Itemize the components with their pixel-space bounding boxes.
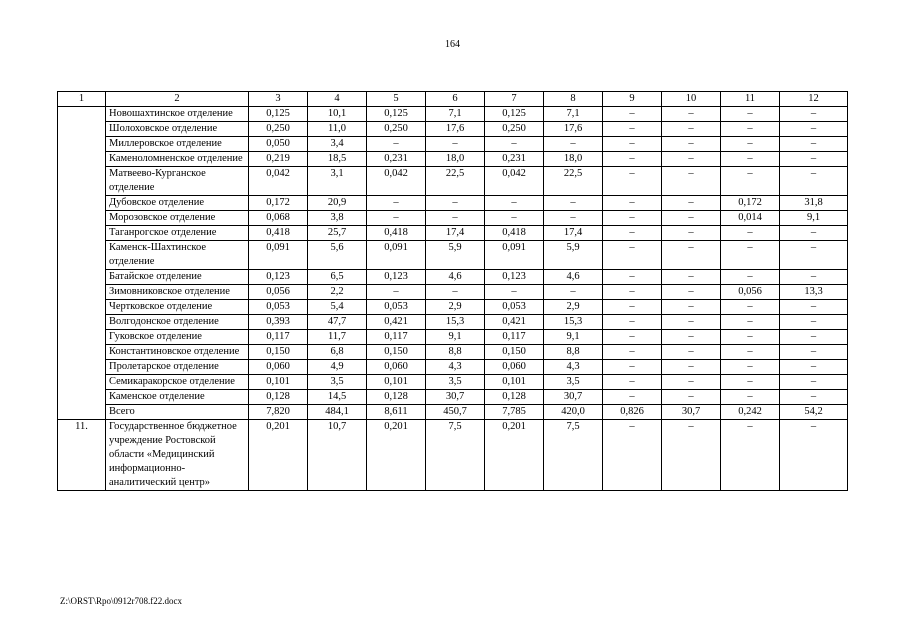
value-cell-col-7: 0,053 <box>485 300 544 315</box>
value-cell-col-9: – <box>603 167 662 196</box>
value-cell-col-9: – <box>603 300 662 315</box>
value-cell-col-12: 9,1 <box>780 211 848 226</box>
value-cell-col-3: 0,393 <box>249 315 308 330</box>
organization-name-cell: Батайское отделение <box>106 270 249 285</box>
value-cell-col-3: 0,219 <box>249 152 308 167</box>
value-cell-col-4: 6,8 <box>308 345 367 360</box>
value-cell-col-5: 8,611 <box>367 405 426 420</box>
value-cell-col-12: – <box>780 107 848 122</box>
value-cell-col-7: 0,231 <box>485 152 544 167</box>
value-cell-col-10: – <box>662 345 721 360</box>
value-cell-col-5: 0,101 <box>367 375 426 390</box>
value-cell-col-12: 54,2 <box>780 405 848 420</box>
value-cell-col-9: – <box>603 270 662 285</box>
value-cell-col-11: – <box>721 300 780 315</box>
organization-name-cell: Каменское отделение <box>106 390 249 405</box>
value-cell-col-5: 0,150 <box>367 345 426 360</box>
value-cell-col-4: 3,8 <box>308 211 367 226</box>
value-cell-col-8: 3,5 <box>544 375 603 390</box>
value-cell-col-5: 0,418 <box>367 226 426 241</box>
value-cell-col-5: 0,060 <box>367 360 426 375</box>
value-cell-col-8: 22,5 <box>544 167 603 196</box>
value-cell-col-6: 5,9 <box>426 241 485 270</box>
value-cell-col-10: – <box>662 107 721 122</box>
value-cell-col-10: – <box>662 285 721 300</box>
value-cell-col-7: 0,117 <box>485 330 544 345</box>
value-cell-col-7: 0,091 <box>485 241 544 270</box>
value-cell-col-10: – <box>662 241 721 270</box>
value-cell-col-11: 0,056 <box>721 285 780 300</box>
value-cell-col-10: – <box>662 226 721 241</box>
value-cell-col-12: – <box>780 345 848 360</box>
organization-name-cell: Гуковское отделение <box>106 330 249 345</box>
value-cell-col-11: – <box>721 390 780 405</box>
value-cell-col-3: 0,123 <box>249 270 308 285</box>
value-cell-col-4: 11,0 <box>308 122 367 137</box>
value-cell-col-4: 5,4 <box>308 300 367 315</box>
value-cell-col-9: – <box>603 241 662 270</box>
row-index-cell <box>58 107 106 420</box>
value-cell-col-11: – <box>721 360 780 375</box>
value-cell-col-4: 3,5 <box>308 375 367 390</box>
value-cell-col-7: 0,418 <box>485 226 544 241</box>
value-cell-col-12: – <box>780 420 848 491</box>
value-cell-col-8: 17,4 <box>544 226 603 241</box>
organization-name-cell: Чертковское отделение <box>106 300 249 315</box>
value-cell-col-10: 30,7 <box>662 405 721 420</box>
column-header-12: 12 <box>780 92 848 107</box>
value-cell-col-7: – <box>485 285 544 300</box>
value-cell-col-8: 420,0 <box>544 405 603 420</box>
value-cell-col-8: 2,9 <box>544 300 603 315</box>
value-cell-col-10: – <box>662 122 721 137</box>
value-cell-col-12: – <box>780 360 848 375</box>
value-cell-col-9: – <box>603 390 662 405</box>
value-cell-col-8: – <box>544 196 603 211</box>
value-cell-col-6: – <box>426 137 485 152</box>
value-cell-col-9: – <box>603 137 662 152</box>
value-cell-col-11: – <box>721 330 780 345</box>
value-cell-col-3: 7,820 <box>249 405 308 420</box>
value-cell-col-3: 0,117 <box>249 330 308 345</box>
table-row <box>58 420 848 491</box>
table-row <box>58 196 848 211</box>
value-cell-col-12: – <box>780 270 848 285</box>
page-number: 164 <box>445 39 460 50</box>
table-row <box>58 226 848 241</box>
value-cell-col-7: 0,101 <box>485 375 544 390</box>
table-row <box>58 390 848 405</box>
value-cell-col-7: 7,785 <box>485 405 544 420</box>
value-cell-col-11: – <box>721 270 780 285</box>
value-cell-col-6: 17,6 <box>426 122 485 137</box>
value-cell-col-6: 22,5 <box>426 167 485 196</box>
table-body <box>58 107 848 491</box>
value-cell-col-9: – <box>603 107 662 122</box>
value-cell-col-3: 0,042 <box>249 167 308 196</box>
value-cell-col-10: – <box>662 360 721 375</box>
value-cell-col-7: – <box>485 137 544 152</box>
value-cell-col-5: 0,117 <box>367 330 426 345</box>
value-cell-col-5: 0,091 <box>367 241 426 270</box>
value-cell-col-8: 30,7 <box>544 390 603 405</box>
value-cell-col-5: 0,201 <box>367 420 426 491</box>
value-cell-col-11: – <box>721 152 780 167</box>
value-cell-col-10: – <box>662 211 721 226</box>
value-cell-col-11: – <box>721 420 780 491</box>
value-cell-col-7: – <box>485 196 544 211</box>
value-cell-col-7: 0,201 <box>485 420 544 491</box>
value-cell-col-10: – <box>662 315 721 330</box>
value-cell-col-7: 0,250 <box>485 122 544 137</box>
value-cell-col-10: – <box>662 152 721 167</box>
value-cell-col-11: – <box>721 375 780 390</box>
value-cell-col-4: 6,5 <box>308 270 367 285</box>
value-cell-col-6: 18,0 <box>426 152 485 167</box>
column-header-4: 4 <box>308 92 367 107</box>
value-cell-col-8: 7,5 <box>544 420 603 491</box>
value-cell-col-8: – <box>544 285 603 300</box>
table-row <box>58 375 848 390</box>
value-cell-col-4: 5,6 <box>308 241 367 270</box>
value-cell-col-9: – <box>603 211 662 226</box>
value-cell-col-12: 31,8 <box>780 196 848 211</box>
value-cell-col-3: 0,068 <box>249 211 308 226</box>
value-cell-col-8: 4,3 <box>544 360 603 375</box>
value-cell-col-12: 13,3 <box>780 285 848 300</box>
value-cell-col-8: 9,1 <box>544 330 603 345</box>
value-cell-col-4: 4,9 <box>308 360 367 375</box>
value-cell-col-12: – <box>780 137 848 152</box>
organization-name-cell: Всего <box>106 405 249 420</box>
data-table <box>57 91 848 491</box>
value-cell-col-3: 0,060 <box>249 360 308 375</box>
value-cell-col-6: 450,7 <box>426 405 485 420</box>
column-header-10: 10 <box>662 92 721 107</box>
table-row <box>58 241 848 270</box>
value-cell-col-12: – <box>780 226 848 241</box>
organization-name-cell: Матвеево-Курганское отделение <box>106 167 249 196</box>
value-cell-col-6: – <box>426 285 485 300</box>
table-row <box>58 360 848 375</box>
value-cell-col-10: – <box>662 270 721 285</box>
value-cell-col-11: – <box>721 167 780 196</box>
column-header-3: 3 <box>249 92 308 107</box>
value-cell-col-8: 8,8 <box>544 345 603 360</box>
column-header-9: 9 <box>603 92 662 107</box>
column-header-5: 5 <box>367 92 426 107</box>
header-row <box>58 92 848 107</box>
value-cell-col-11: – <box>721 226 780 241</box>
value-cell-col-5: – <box>367 285 426 300</box>
table-row <box>58 122 848 137</box>
value-cell-col-7: 0,125 <box>485 107 544 122</box>
value-cell-col-10: – <box>662 390 721 405</box>
value-cell-col-8: 7,1 <box>544 107 603 122</box>
value-cell-col-6: 4,6 <box>426 270 485 285</box>
column-header-6: 6 <box>426 92 485 107</box>
value-cell-col-4: 10,7 <box>308 420 367 491</box>
row-index-cell: 11. <box>58 420 106 491</box>
value-cell-col-7: – <box>485 211 544 226</box>
value-cell-col-3: 0,056 <box>249 285 308 300</box>
value-cell-col-5: 0,128 <box>367 390 426 405</box>
value-cell-col-3: 0,172 <box>249 196 308 211</box>
value-cell-col-5: 0,421 <box>367 315 426 330</box>
organization-name-cell: Зимовниковское отделение <box>106 285 249 300</box>
value-cell-col-10: – <box>662 167 721 196</box>
value-cell-col-6: 2,9 <box>426 300 485 315</box>
value-cell-col-9: – <box>603 360 662 375</box>
table-row <box>58 137 848 152</box>
column-header-8: 8 <box>544 92 603 107</box>
value-cell-col-5: – <box>367 211 426 226</box>
value-cell-col-7: 0,150 <box>485 345 544 360</box>
value-cell-col-3: 0,250 <box>249 122 308 137</box>
value-cell-col-12: – <box>780 167 848 196</box>
value-cell-col-10: – <box>662 300 721 315</box>
value-cell-col-5: – <box>367 196 426 211</box>
value-cell-col-7: 0,421 <box>485 315 544 330</box>
column-header-1: 1 <box>58 92 106 107</box>
value-cell-col-4: 14,5 <box>308 390 367 405</box>
value-cell-col-9: – <box>603 122 662 137</box>
value-cell-col-3: 0,050 <box>249 137 308 152</box>
organization-name-cell: Каменск-Шахтинское отделение <box>106 241 249 270</box>
value-cell-col-9: – <box>603 226 662 241</box>
column-header-11: 11 <box>721 92 780 107</box>
value-cell-col-12: – <box>780 315 848 330</box>
organization-name-cell: Каменоломненское отделение <box>106 152 249 167</box>
organization-name-cell: Новошахтинское отделение <box>106 107 249 122</box>
organization-name-cell: Таганрогское отделение <box>106 226 249 241</box>
value-cell-col-8: – <box>544 137 603 152</box>
value-cell-col-9: – <box>603 315 662 330</box>
value-cell-col-5: 0,250 <box>367 122 426 137</box>
value-cell-col-4: 47,7 <box>308 315 367 330</box>
table-row <box>58 107 848 122</box>
value-cell-col-4: 2,2 <box>308 285 367 300</box>
value-cell-col-3: 0,053 <box>249 300 308 315</box>
value-cell-col-12: – <box>780 330 848 345</box>
organization-name-cell: Государственное бюджетное учреждение Ростовской области «Медицинский информационно-аналитический центр» <box>106 420 249 491</box>
value-cell-col-6: 7,1 <box>426 107 485 122</box>
table-row <box>58 285 848 300</box>
value-cell-col-6: 3,5 <box>426 375 485 390</box>
value-cell-col-6: 15,3 <box>426 315 485 330</box>
value-cell-col-9: – <box>603 420 662 491</box>
organization-name-cell: Дубовское отделение <box>106 196 249 211</box>
value-cell-col-3: 0,418 <box>249 226 308 241</box>
value-cell-col-11: – <box>721 345 780 360</box>
value-cell-col-3: 0,101 <box>249 375 308 390</box>
value-cell-col-5: – <box>367 137 426 152</box>
table-row <box>58 345 848 360</box>
value-cell-col-11: – <box>721 122 780 137</box>
value-cell-col-12: – <box>780 390 848 405</box>
table-row <box>58 152 848 167</box>
table-row <box>58 300 848 315</box>
value-cell-col-4: 3,1 <box>308 167 367 196</box>
value-cell-col-12: – <box>780 375 848 390</box>
value-cell-col-11: – <box>721 241 780 270</box>
value-cell-col-11: 0,172 <box>721 196 780 211</box>
value-cell-col-5: 0,042 <box>367 167 426 196</box>
value-cell-col-9: – <box>603 330 662 345</box>
value-cell-col-3: 0,201 <box>249 420 308 491</box>
value-cell-col-6: 4,3 <box>426 360 485 375</box>
column-header-2: 2 <box>106 92 249 107</box>
value-cell-col-4: 18,5 <box>308 152 367 167</box>
table-row <box>58 167 848 196</box>
value-cell-col-8: – <box>544 211 603 226</box>
value-cell-col-8: 18,0 <box>544 152 603 167</box>
organization-name-cell: Пролетарское отделение <box>106 360 249 375</box>
value-cell-col-9: 0,826 <box>603 405 662 420</box>
organization-name-cell: Константиновское отделение <box>106 345 249 360</box>
value-cell-col-12: – <box>780 300 848 315</box>
value-cell-col-4: 25,7 <box>308 226 367 241</box>
organization-name-cell: Миллеровское отделение <box>106 137 249 152</box>
value-cell-col-7: 0,123 <box>485 270 544 285</box>
value-cell-col-4: 11,7 <box>308 330 367 345</box>
value-cell-col-9: – <box>603 345 662 360</box>
value-cell-col-11: – <box>721 107 780 122</box>
value-cell-col-11: 0,014 <box>721 211 780 226</box>
organization-name-cell: Морозовское отделение <box>106 211 249 226</box>
value-cell-col-10: – <box>662 420 721 491</box>
value-cell-col-10: – <box>662 137 721 152</box>
value-cell-col-9: – <box>603 285 662 300</box>
organization-name-cell: Волгодонское отделение <box>106 315 249 330</box>
value-cell-col-4: 484,1 <box>308 405 367 420</box>
value-cell-col-8: 17,6 <box>544 122 603 137</box>
value-cell-col-4: 3,4 <box>308 137 367 152</box>
value-cell-col-6: – <box>426 211 485 226</box>
value-cell-col-3: 0,125 <box>249 107 308 122</box>
table-row <box>58 270 848 285</box>
value-cell-col-4: 10,1 <box>308 107 367 122</box>
value-cell-col-8: 4,6 <box>544 270 603 285</box>
value-cell-col-10: – <box>662 196 721 211</box>
value-cell-col-12: – <box>780 122 848 137</box>
value-cell-col-7: 0,128 <box>485 390 544 405</box>
value-cell-col-6: – <box>426 196 485 211</box>
value-cell-col-7: 0,042 <box>485 167 544 196</box>
value-cell-col-8: 15,3 <box>544 315 603 330</box>
value-cell-col-6: 9,1 <box>426 330 485 345</box>
value-cell-col-11: – <box>721 315 780 330</box>
value-cell-col-6: 17,4 <box>426 226 485 241</box>
value-cell-col-5: 0,053 <box>367 300 426 315</box>
value-cell-col-9: – <box>603 152 662 167</box>
value-cell-col-3: 0,150 <box>249 345 308 360</box>
value-cell-col-6: 8,8 <box>426 345 485 360</box>
value-cell-col-3: 0,091 <box>249 241 308 270</box>
value-cell-col-6: 7,5 <box>426 420 485 491</box>
value-cell-col-10: – <box>662 375 721 390</box>
organization-name-cell: Шолоховское отделение <box>106 122 249 137</box>
value-cell-col-4: 20,9 <box>308 196 367 211</box>
value-cell-col-12: – <box>780 241 848 270</box>
table-row <box>58 405 848 420</box>
value-cell-col-3: 0,128 <box>249 390 308 405</box>
value-cell-col-9: – <box>603 375 662 390</box>
column-header-7: 7 <box>485 92 544 107</box>
organization-name-cell: Семикаракорское отделение <box>106 375 249 390</box>
value-cell-col-5: 0,231 <box>367 152 426 167</box>
value-cell-col-9: – <box>603 196 662 211</box>
value-cell-col-11: – <box>721 137 780 152</box>
value-cell-col-5: 0,125 <box>367 107 426 122</box>
value-cell-col-12: – <box>780 152 848 167</box>
table-row <box>58 211 848 226</box>
value-cell-col-6: 30,7 <box>426 390 485 405</box>
value-cell-col-5: 0,123 <box>367 270 426 285</box>
value-cell-col-10: – <box>662 330 721 345</box>
value-cell-col-8: 5,9 <box>544 241 603 270</box>
table-row <box>58 330 848 345</box>
value-cell-col-11: 0,242 <box>721 405 780 420</box>
file-path-footer: Z:\ORST\Rpo\0912r708.f22.docx <box>60 596 182 606</box>
value-cell-col-7: 0,060 <box>485 360 544 375</box>
table-row <box>58 315 848 330</box>
